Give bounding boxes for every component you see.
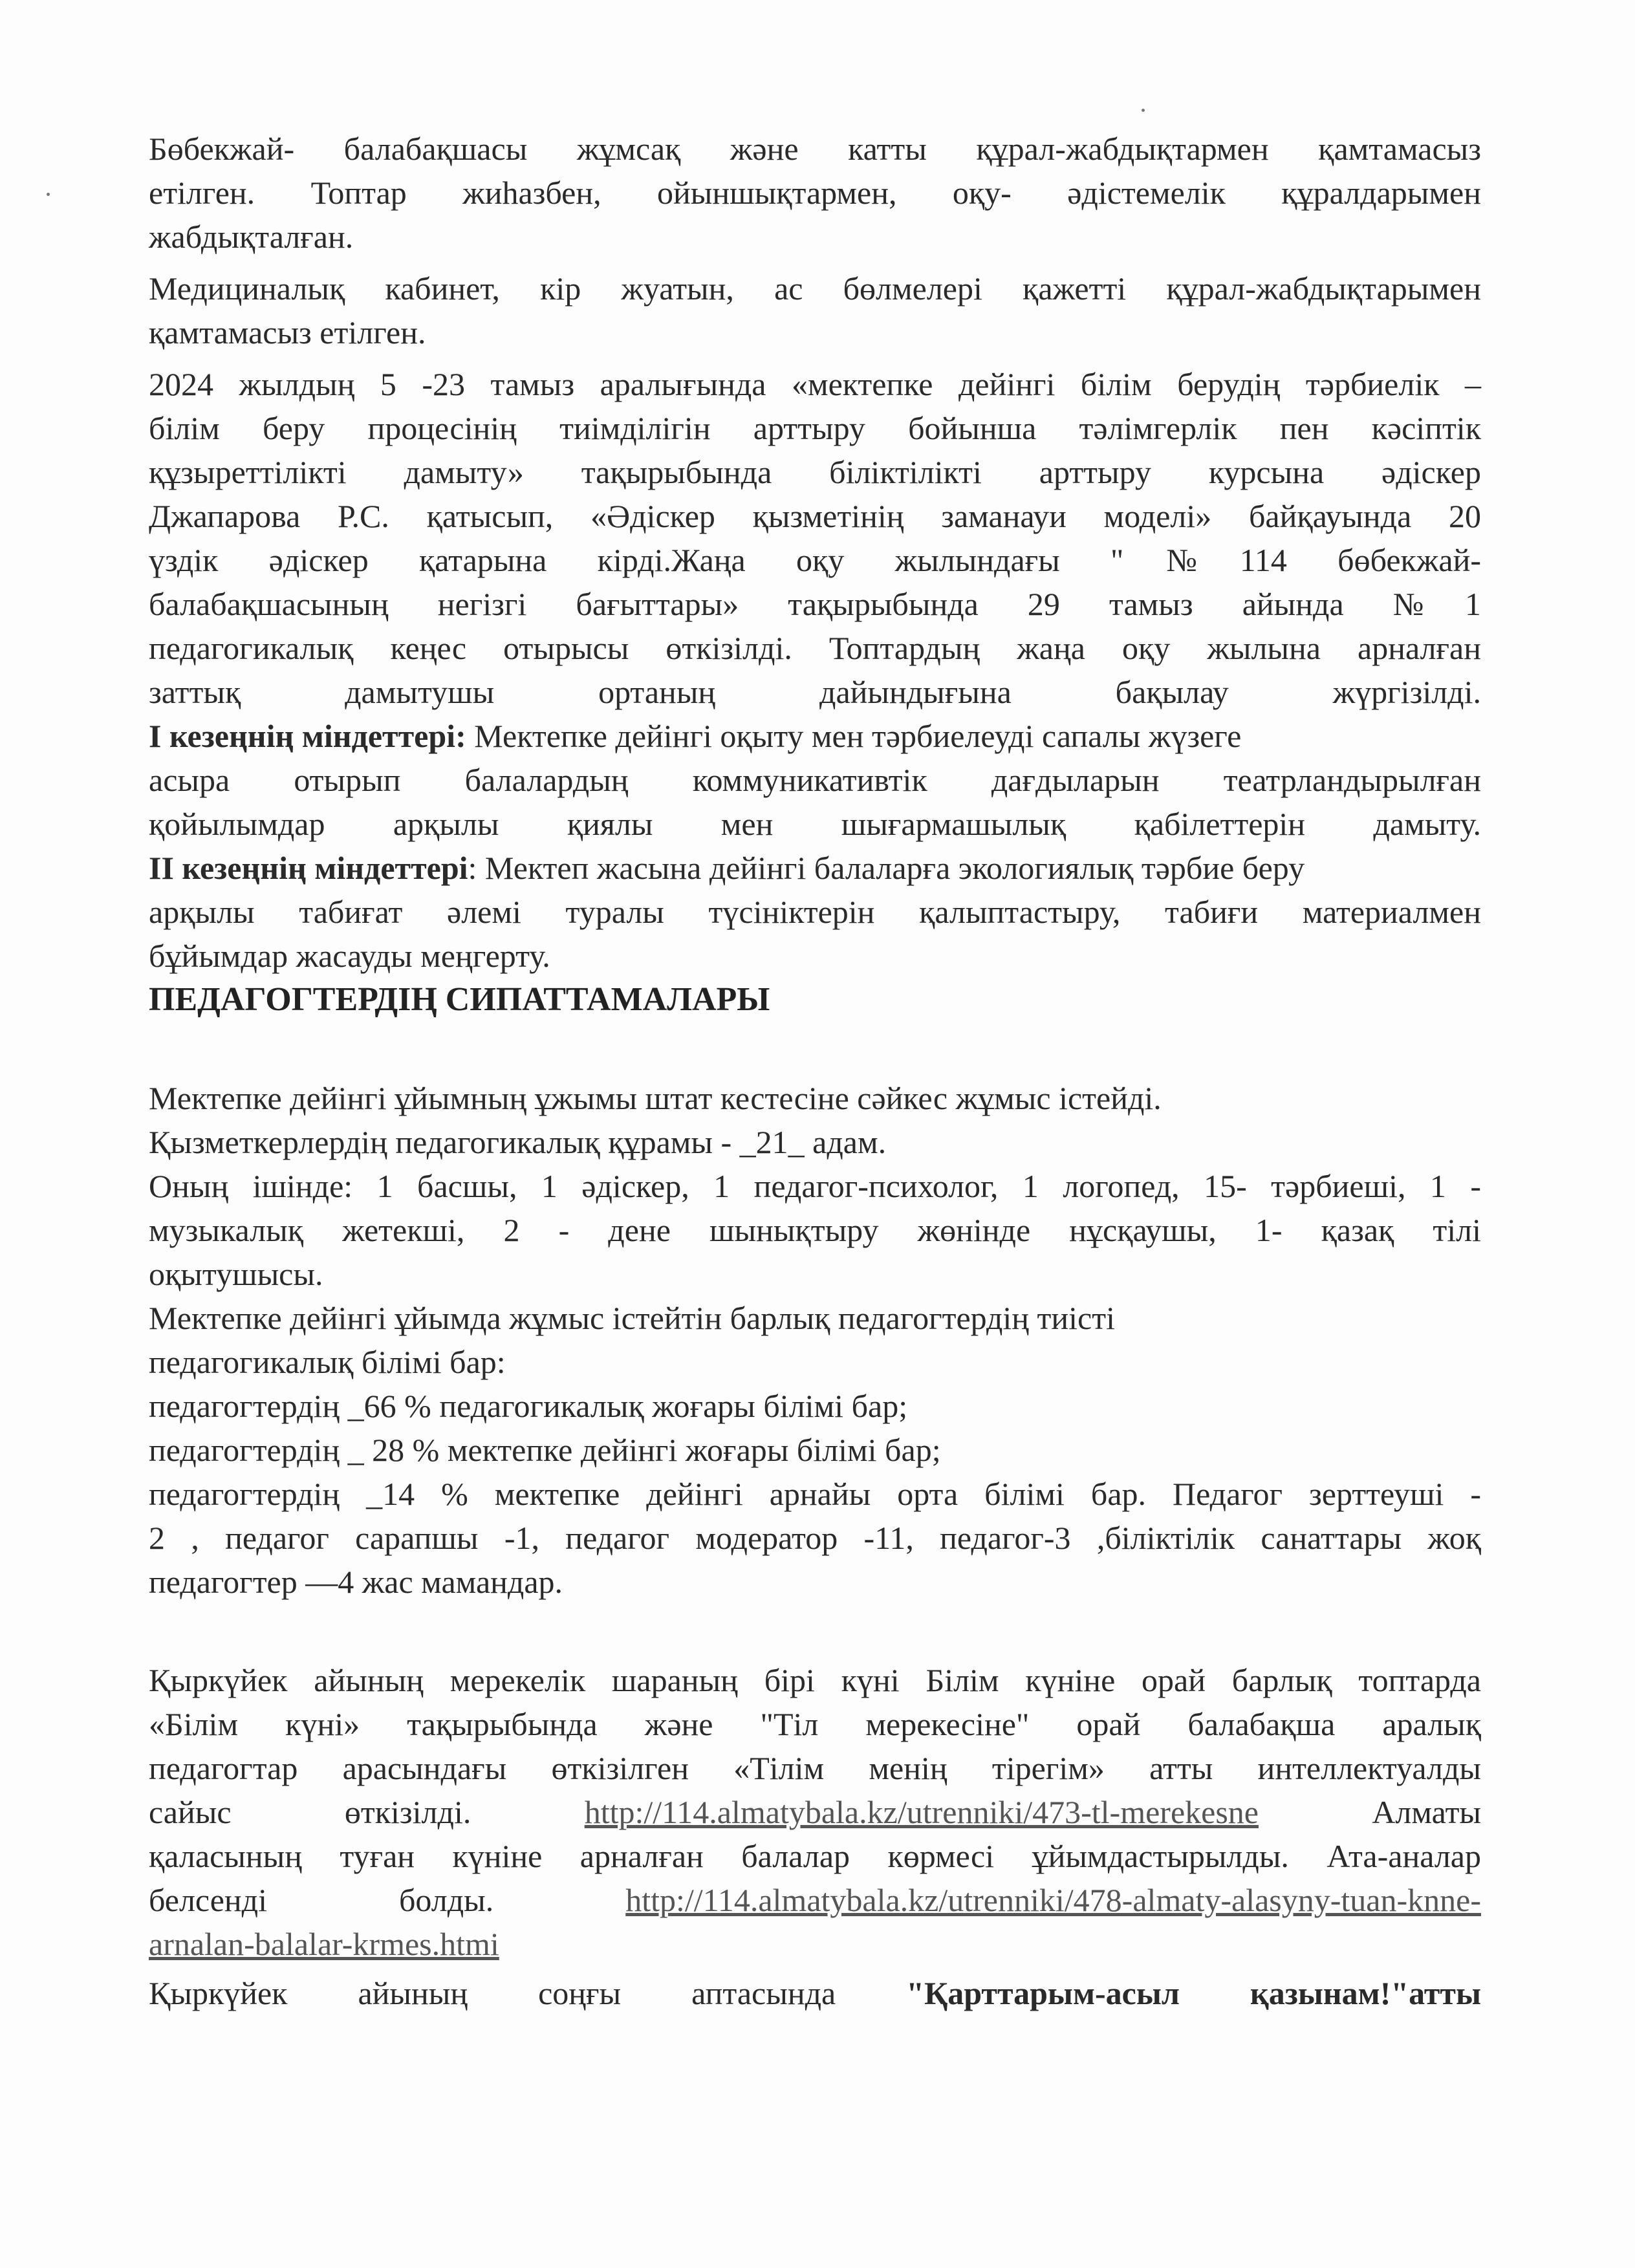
almaty-exhibition-link[interactable]: http://114.almatybala.kz/utrenniki/478-almaty-alasyny-tuan-knne- [625,1882,1481,1918]
events-line-5: қаласының туған күніне арналған балалар көрмесі ұйымдастырылды. Ата-аналар [149,1838,1481,1874]
medical-line-2: қамтамасыз етілген. [149,314,426,351]
scan-speck [47,193,50,196]
equipment-line-2: етілген. Топтар жиһазбен, ойыншықтармен, оқу- әдістемелік құралдарымен [149,175,1481,211]
staff-line-8: педагогтердің _66 % педагогикалық жоғары білімі бар; [149,1388,908,1424]
staff-line-6: Мектепке дейінгі ұйымда жұмыс істейтін барлық педагогтердің тиісті [149,1300,1115,1336]
course-line-3: құзыреттілікті дамыту» тақырыбында біліктілікті арттыру курсына әдіскер [149,454,1481,490]
scan-speck [1142,109,1145,112]
events-line-7 [149,1922,1481,1966]
stage1-line-2: асыра отырып балалардың коммуникативтік дағдыларын театрландырылған [149,762,1481,798]
stage1-line-3: қойылымдар арқылы қиялы мен шығармашылық қабілеттерін дамыту. [149,806,1481,842]
staff-line-9: педагогтердің _ 28 % мектепке дейінгі жоғары білімі бар; [149,1432,941,1468]
events-line-4-text: сайыс өткізілді. [149,1794,471,1830]
events-line-4-end: Алматы [1372,1794,1482,1830]
staff-line-1: Мектепке дейінгі ұйымның ұжымы штат кестесіне сәйкес жұмыс істейді. [149,1080,1162,1116]
events-line-1: Қыркүйек айының мерекелік шараның бірі күні Білім күніне орай барлық топтарда [149,1662,1481,1698]
course-line-1: 2024 жылдың 5 -23 тамыз аралығында «мектепке дейінгі білім берудің тәрбиелік – [149,366,1481,402]
stage2-label: II кезеңнің міндеттері [149,850,468,886]
elders-event-title: "Қарттарым-асыл қазынам!"атты [906,1975,1482,2011]
tl-merekesi-link[interactable]: http://114.almatybala.kz/utrenniki/473-tl-merekesne [584,1794,1259,1830]
course-line-7: педагогикалық кеңес отырысы өткізілді. Топтардың жаңа оқу жылына арналған [149,630,1481,666]
section-heading: ПЕДАГОГТЕРДІҢ СИПАТТАМАЛАРЫ [149,981,770,1018]
staff-line-10: педагогтердің _14 % мектепке дейінгі арнайы орта білімі бар. Педагог зерттеуші - [149,1476,1481,1512]
stage1-line-1 [149,714,1481,758]
almaty-exhibition-link-cont[interactable]: arnalan-balalar-krmes.htmi [149,1926,499,1962]
stage1-text: Мектепке дейінгі оқыту мен тәрбиелеуді сапалы жүзеге [466,718,1242,754]
events-line-4 [149,1790,1481,1834]
equipment-line-1: Бөбекжай- балабақшасы жұмсақ және катты құрал-жабдықтармен қамтамасыз [149,131,1481,167]
events-line-8 [149,1971,1481,2015]
course-line-4: Джапарова Р.С. қатысып, «Әдіскер қызметінің заманауи моделі» байқауында 20 [149,498,1481,534]
equipment-line-3: жабдықталған. [149,219,354,255]
staff-line-2: Қызметкерлердің педагогикалық құрамы - _21_ адам. [149,1124,887,1160]
staff-line-12: педагогтер —4 жас мамандар. [149,1564,563,1600]
events-line-2: «Білім күні» тақырыбында және "Тіл мерекесіне" орай балабақша аралық [149,1706,1481,1742]
staff-line-11: 2 , педагог сарапшы -1, педагог модератор -11, педагог-3 ,біліктілік санаттары жоқ [149,1520,1481,1556]
course-line-6: балабақшасының негізгі бағыттары» тақырыбында 29 тамыз айында №1 [149,586,1481,622]
stage1-label: I кезеңнің міндеттері: [149,718,466,754]
staff-line-5: оқытушысы. [149,1256,323,1292]
course-line-5: үздік әдіскер қатарына кірді.Жаңа оқу жылындағы "№114 бөбекжай- [149,542,1481,578]
events-line-6-text: белсенді болды. [149,1882,494,1918]
staff-line-7: педагогикалық білімі бар: [149,1344,506,1380]
events-line-3: педагогтар арасындағы өткізілген «Тілім менің тірегім» атты интеллектуалды [149,1750,1481,1786]
staff-line-4: музыкалық жетекші, 2 - дене шынықтыру жөнінде нұсқаушы, 1- қазақ тілі [149,1212,1481,1248]
course-line-2: білім беру процесінің тиімділігін арттыру бойынша тәлімгерлік пен кәсіптік [149,410,1481,446]
events-line-6 [149,1878,1481,1922]
stage2-line-1 [149,846,1481,890]
stage2-line-2: арқылы табиғат әлемі туралы түсініктерін қалыптастыру, табиғи материалмен [149,894,1481,930]
medical-line-1: Медициналық кабинет, кір жуатын, ас бөлмелері қажетті құрал-жабдықтарымен [149,270,1481,307]
events-line-8-text: Қыркүйек айының соңғы аптасында [149,1975,836,2011]
stage2-text: : Мектеп жасына дейінгі балаларға экологиялық тәрбие беру [468,850,1305,886]
staff-line-3: Оның ішінде: 1 басшы, 1 әдіскер, 1 педагог-психолог, 1 логопед, 15- тәрбиеші, 1 - [149,1168,1481,1204]
stage2-line-3: бұйымдар жасауды меңгерту. [149,938,550,974]
course-line-8: заттық дамытушы ортаның дайындығына бақылау жүргізілді. [149,674,1481,710]
